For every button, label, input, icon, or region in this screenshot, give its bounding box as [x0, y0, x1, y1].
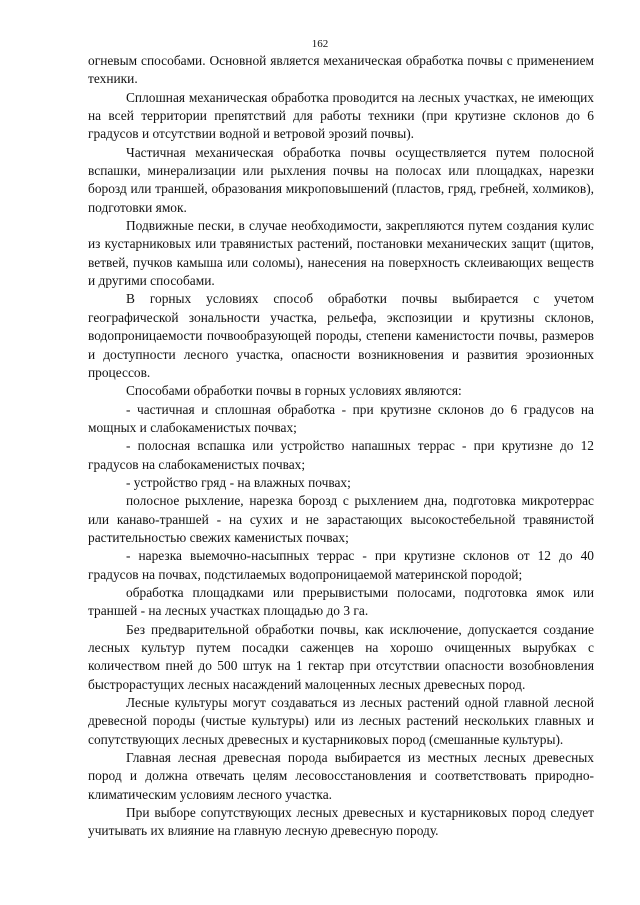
paragraph: огневым способами. Основной является механическая обработка почвы с применением техники.	[88, 53, 594, 87]
list-item: - устройство гряд - на влажных почвах;	[126, 474, 351, 490]
paragraph: Сплошная механическая обработка проводится на лесных участках, не имеющих на всей территории препятствий для работы техники (при крутизне склонов до 6 градусов и отсутствии водной и ветровой эрозий почвы).	[88, 89, 594, 142]
paragraph: Подвижные пески, в случае необходимости, закрепляются путем создания кулис из кустарниковых или травянистых растений, постановки механических защит (щитов, ветвей, пучков камыша или соломы), нанесения на поверхность склеивающих веществ и другими способами.	[88, 218, 594, 289]
paragraph: Без предварительной обработки почвы, как исключение, допускается создание лесных культур путем посадки саженцев на хорошо очищенных вырубках с количеством пней до 500 штук на 1 гектар при отсутствии опасности возобновления быстрорастущих лесных насаждений малоценных лесных древесных пород.	[88, 621, 594, 692]
list-item: - полосная вспашка или устройство напашных террас - при крутизне до 12 градусов на слабокаменистых почвах;	[88, 438, 594, 472]
body-text	[88, 52, 594, 841]
paragraph: Способами обработки почвы в горных условиях являются:	[126, 383, 462, 399]
page-number: 162	[311, 38, 329, 50]
list-item: обработка площадками или прерывистыми полосами, подготовка ямок или траншей - на лесных участках площадью до 3 га.	[88, 584, 594, 619]
list-item: - нарезка выемочно-насыпных террас - при крутизне склонов от 12 до 40 градусов на почвах, подстилаемых водопроницаемой материнской породой;	[88, 548, 594, 582]
paragraph: Главная лесная древесная порода выбирается из местных лесных древесных пород и должна отвечать целям лесовосстановления и соответствовать природно-климатическим условиям лесного участка.	[88, 750, 594, 802]
list-item: - частичная и сплошная обработка - при крутизне склонов до 6 градусов на мощных и слабокаменистых почвах;	[88, 401, 594, 435]
paragraph: При выборе сопутствующих лесных древесных и кустарниковых пород следует учитывать их влияние на главную лесную древесную породу.	[88, 805, 594, 839]
paragraph: Частичная механическая обработка почвы осуществляется путем полосной вспашки, минерализации или рыхления почвы на полосах или площадках, нарезки борозд или траншей, образования микроповышений (пластов, гряд, гребней, холмиков), подготовки ямок.	[88, 144, 594, 215]
paragraph: Лесные культуры могут создаваться из лесных растений одной главной лесной древесной породы (чистые культуры) или из лесных растений нескольких главных и сопутствующих лесных древесных и кустарниковых пород (смешанные культуры).	[88, 695, 594, 747]
paragraph: В горных условиях способ обработки почвы выбирается с учетом географической зональности участка, рельефа, экспозиции и крутизны склонов, водопроницаемости почвообразующей породы, степени каменистости почвы, размеров и доступности лесного участка, опасности возникновения и развития эрозионных процессов.	[88, 291, 594, 380]
list-item: полосное рыхление, нарезка борозд с рыхлением дна, подготовка микротеррас или канаво-траншей - на сухих и не зарастающих высокостебельной травянистой растительностью свежих каменистых почвах;	[88, 493, 594, 545]
